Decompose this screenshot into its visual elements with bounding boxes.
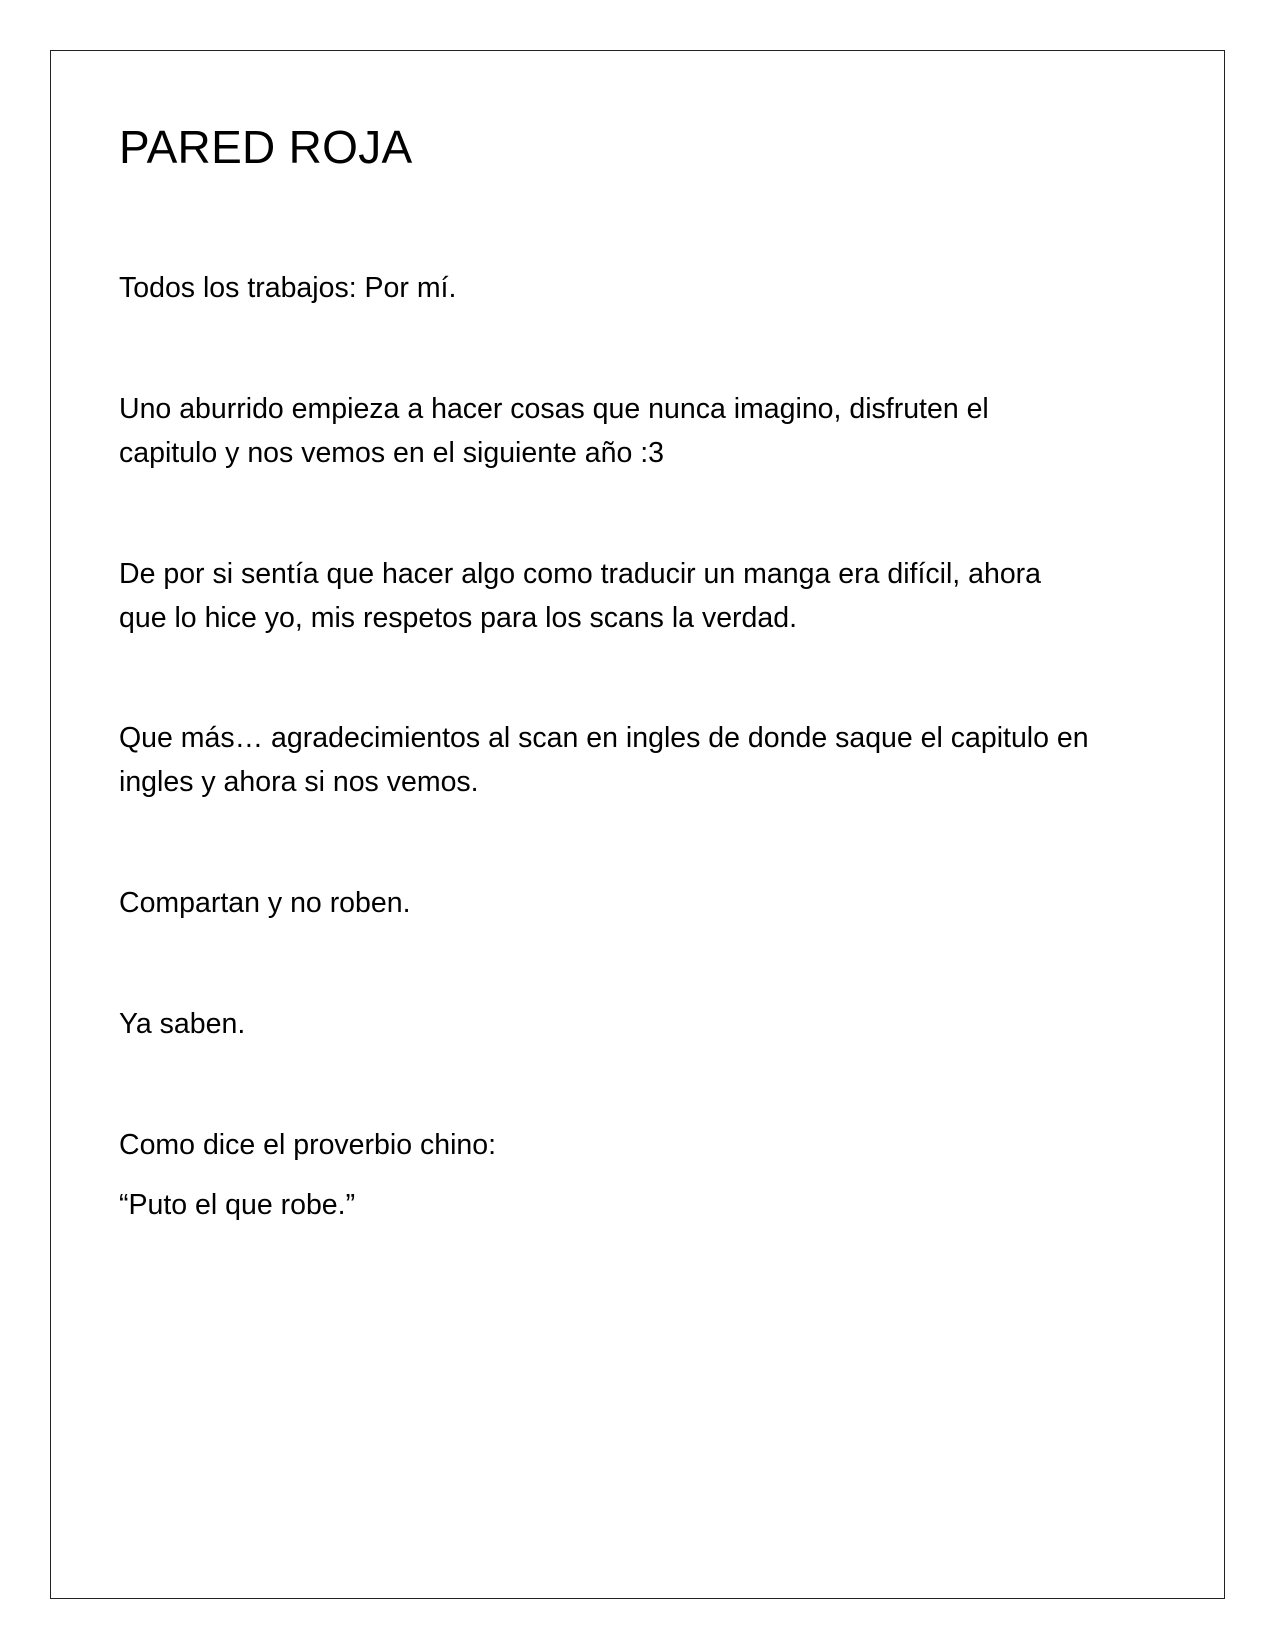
document-title: PARED ROJA <box>119 121 413 173</box>
paragraph-line: que lo hice yo, mis respetos para los scans la verdad. <box>119 602 798 634</box>
credits-line: Todos los trabajos: Por mí. <box>119 272 457 304</box>
paragraph-line: Como dice el proverbio chino: <box>119 1129 497 1161</box>
paragraph-line: Que más… agradecimientos al scan en ingles de donde saque el capitulo en <box>119 722 1089 754</box>
paragraph-proverb-intro <box>119 1123 1159 1167</box>
paragraph-line: “Puto el que robe.” <box>119 1189 356 1221</box>
paragraph-line: De por si sentía que hacer algo como traducir un manga era difícil, ahora <box>119 558 1042 590</box>
paragraph-ya-saben <box>119 1002 1159 1046</box>
paragraph-proverb-quote <box>119 1183 1159 1227</box>
paragraph-line: Uno aburrido empieza a hacer cosas que nunca imagino, disfruten el <box>119 393 989 425</box>
paragraph-line: Compartan y no roben. <box>119 887 411 919</box>
paragraph-line: capitulo y nos vemos en el siguiente año :3 <box>119 437 665 469</box>
paragraph-line: Ya saben. <box>119 1008 246 1040</box>
paragraph-acknowledgements <box>119 716 1159 804</box>
paragraph-intro <box>119 387 1159 475</box>
paragraph-line: ingles y ahora si nos vemos. <box>119 766 479 798</box>
paragraph-translation-note <box>119 552 1159 640</box>
paragraph-share <box>119 881 1159 925</box>
